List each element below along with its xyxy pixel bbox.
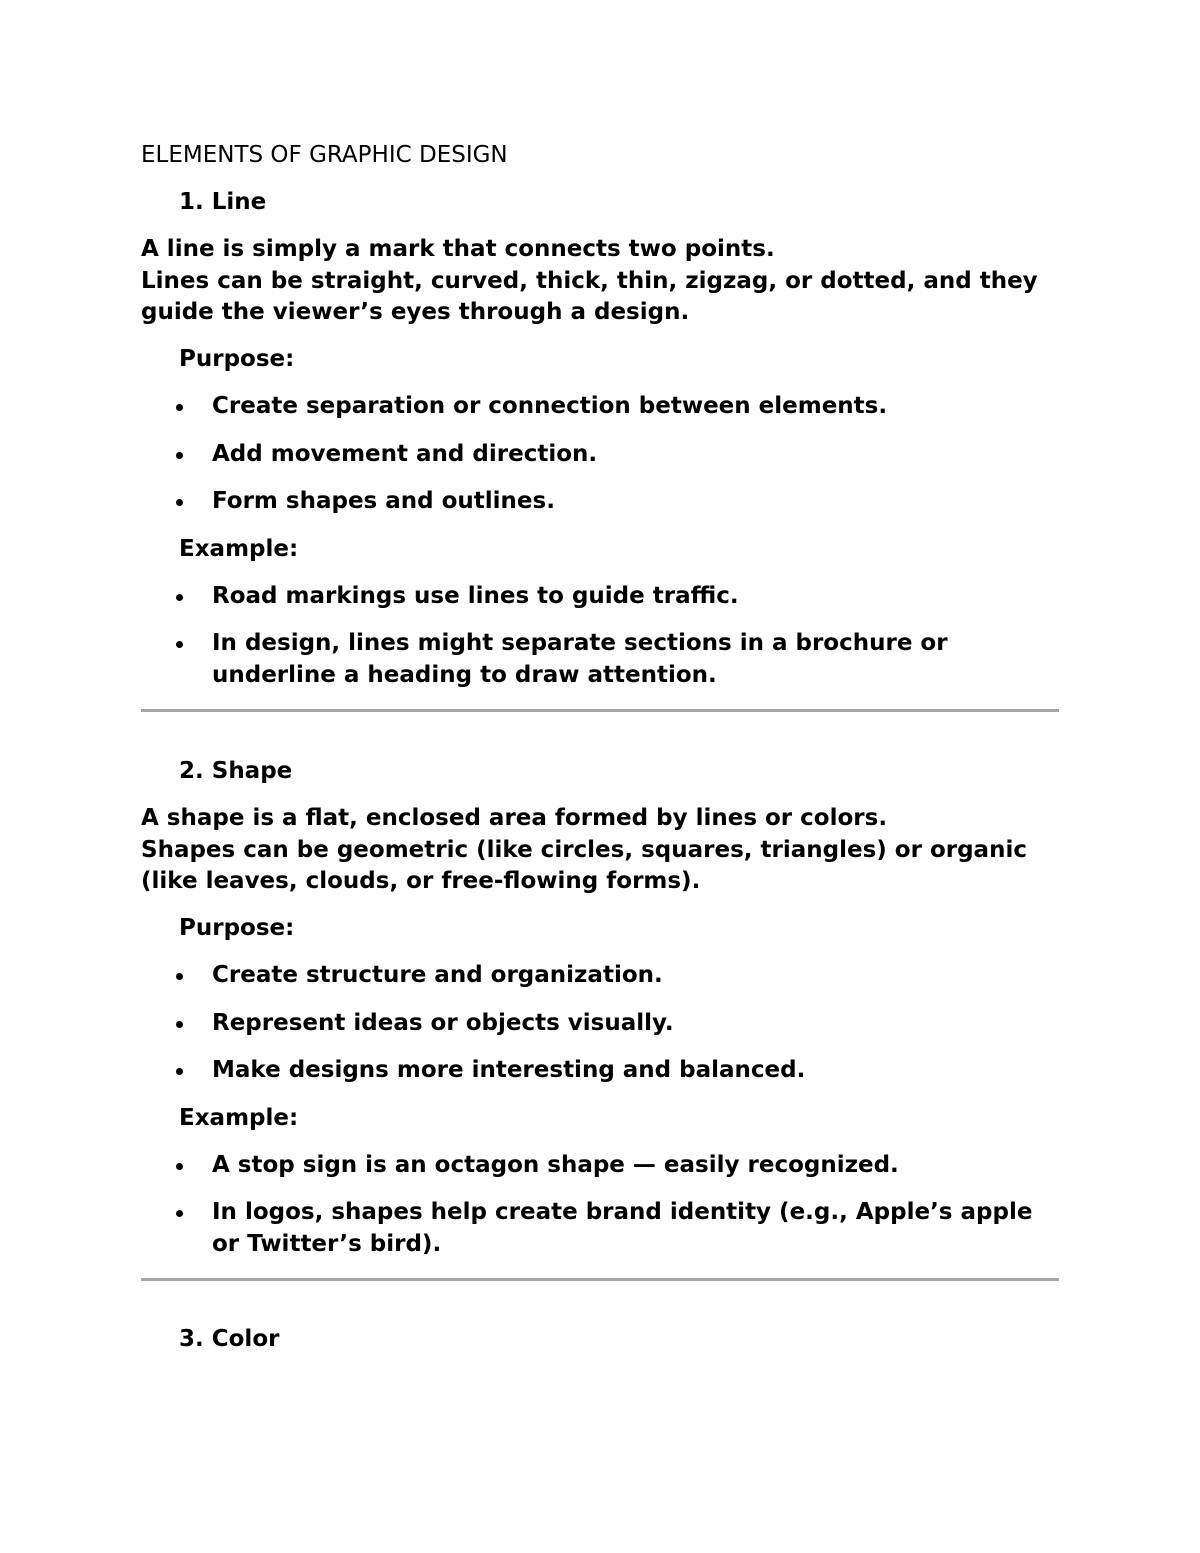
purpose-label: Purpose: [179, 346, 295, 372]
section-divider [141, 1278, 1059, 1281]
purpose-item: Make designs more interesting and balanced. [212, 1057, 806, 1083]
section-heading-line: 1. Line [179, 189, 267, 215]
example-item: Road markings use lines to guide traffic. [212, 583, 739, 609]
section-intro-line-2: Shapes can be geometric (like circles, squares, triangles) or organic [141, 837, 1027, 863]
bullet-icon [176, 1163, 183, 1170]
bullet-icon [176, 1021, 183, 1028]
section-heading-color: 3. Color [179, 1326, 280, 1352]
bullet-icon [176, 641, 183, 648]
example-item: In logos, shapes help create brand identity (e.g., Apple’s apple [212, 1199, 1033, 1225]
bullet-icon [176, 1068, 183, 1075]
document-title: ELEMENTS OF GRAPHIC DESIGN [141, 142, 508, 168]
section-divider [141, 709, 1059, 712]
purpose-item: Form shapes and outlines. [212, 488, 555, 514]
purpose-item: Create separation or connection between elements. [212, 393, 888, 419]
purpose-item: Add movement and direction. [212, 441, 598, 467]
example-item: In design, lines might separate sections in a brochure or [212, 630, 948, 656]
section-intro-line-2: Lines can be straight, curved, thick, thin, zigzag, or dotted, and they [141, 268, 1038, 294]
section-intro-line-3: (like leaves, clouds, or free-flowing forms). [141, 868, 701, 894]
example-label: Example: [179, 1105, 299, 1131]
bullet-icon [176, 452, 183, 459]
example-item-continuation: or Twitter’s bird). [212, 1231, 442, 1257]
section-intro-line-1: A shape is a flat, enclosed area formed by lines or colors. [141, 805, 888, 831]
section-heading-shape: 2. Shape [179, 758, 293, 784]
purpose-item: Create structure and organization. [212, 962, 663, 988]
example-item: A stop sign is an octagon shape — easily recognized. [212, 1152, 899, 1178]
example-label: Example: [179, 536, 299, 562]
purpose-item: Represent ideas or objects visually. [212, 1010, 674, 1036]
purpose-label: Purpose: [179, 915, 295, 941]
bullet-icon [176, 594, 183, 601]
bullet-icon [176, 404, 183, 411]
section-intro-line-1: A line is simply a mark that connects two points. [141, 236, 775, 262]
bullet-icon [176, 499, 183, 506]
bullet-icon [176, 1210, 183, 1217]
section-intro-line-3: guide the viewer’s eyes through a design. [141, 299, 690, 325]
example-item-continuation: underline a heading to draw attention. [212, 662, 717, 688]
bullet-icon [176, 973, 183, 980]
